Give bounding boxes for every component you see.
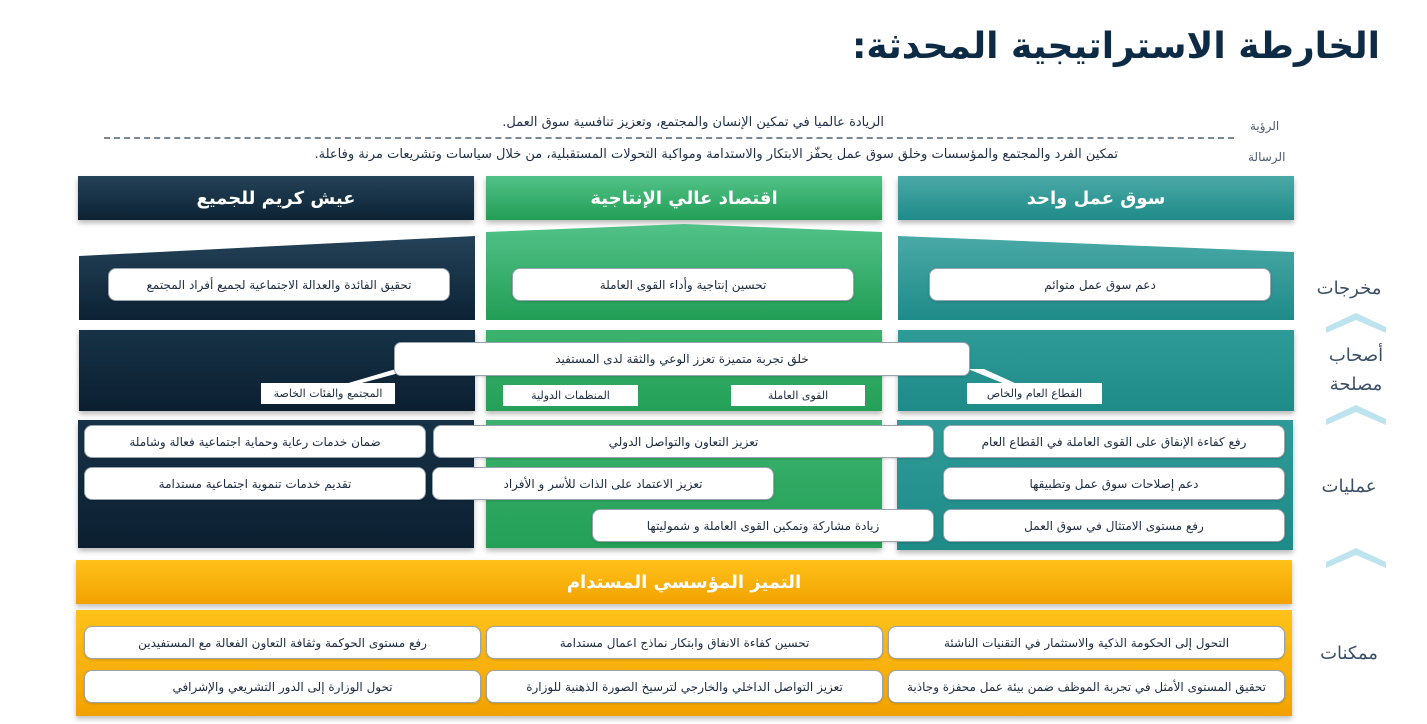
vision-text: الريادة عالميا في تمكين الإنسان والمجتمع، وتعزيز تنافسية سوق العمل. (502, 115, 884, 130)
operation-productive-economy-1: تعزيز التعاون والتواصل الدولي (433, 425, 934, 458)
output-productive-economy: تحسين إنتاجية وأداء القوى العاملة (512, 268, 854, 301)
chevron-up-icon (1326, 311, 1386, 333)
vision-label: الرؤية (1250, 119, 1280, 133)
pillar-header-decent-living: عيش كريم للجميع (78, 176, 474, 220)
operation-labor-market-1: رفع كفاءة الإنفاق على القوى العاملة في القطاع العام (943, 425, 1285, 458)
row-label-enablers: ممكنات (1320, 643, 1378, 664)
row-label-stakeholders: أصحاب مصلحة (1328, 345, 1384, 395)
chevron-up-icon (1326, 403, 1386, 425)
output-decent-living: تحقيق الفائدة والعدالة الاجتماعية لجميع أفراد المجتمع (108, 268, 450, 301)
row-label-outputs: مخرجات (1316, 278, 1382, 299)
enabler-4: تحقيق المستوى الأمثل في تجربة الموظف ضمن بيئة عمل محفزة وجاذبة (888, 670, 1285, 703)
vision-mission-divider (104, 137, 1234, 139)
mission-label: الرسالة (1248, 150, 1286, 164)
stakeholder-tag-community: المجتمع والفئات الخاصة (261, 383, 395, 404)
pillar-header-productive-economy: اقتصاد عالي الإنتاجية (486, 176, 882, 220)
enabler-3: رفع مستوى الحوكمة وثقافة التعاون الفعالة مع المستفيدين (84, 626, 481, 659)
page-title: الخارطة الاستراتيجية المحدثة: (852, 26, 1380, 67)
chevron-up-icon (1326, 546, 1386, 568)
operation-productive-economy-3: زيادة مشاركة وتمكين القوى العاملة و شموليتها (592, 509, 934, 542)
institutional-excellence-banner: التميز المؤسسي المستدام (76, 560, 1292, 604)
enabler-6: تحول الوزارة إلى الدور التشريعي والإشرافي (84, 670, 481, 703)
enabler-1: التحول إلى الحكومة الذكية والاستثمار في التقنيات الناشئة (888, 626, 1285, 659)
stakeholder-tag-public-private: القطاع العام والخاص (967, 383, 1102, 404)
operation-labor-market-2: دعم إصلاحات سوق عمل وتطبيقها (943, 467, 1285, 500)
pillar-header-labor-market: سوق عمل واحد (898, 176, 1294, 220)
stakeholder-central-goal: خلق تجربة متميزة تعزز الوعي والثقة لدى المستفيد (394, 342, 970, 376)
operation-decent-living-2: تقديم خدمات تنموية اجتماعية مستدامة (84, 467, 426, 500)
output-labor-market: دعم سوق عمل متوائم (929, 268, 1271, 301)
operation-labor-market-3: رفع مستوى الامتثال في سوق العمل (943, 509, 1285, 542)
stakeholder-tag-international-orgs: المنظمات الدولية (503, 385, 638, 406)
operation-decent-living-1: ضمان خدمات رعاية وحماية اجتماعية فعالة وشاملة (84, 425, 426, 458)
operation-productive-economy-2: تعزيز الاعتماد على الذات للأسر و الأفراد (432, 467, 774, 500)
row-label-operations: عمليات (1321, 476, 1377, 497)
enabler-2: تحسين كفاءة الانفاق وابتكار نماذج اعمال مستدامة (486, 626, 883, 659)
stakeholder-tag-workforce: القوى العاملة (731, 385, 865, 406)
enabler-5: تعزيز التواصل الداخلي والخارجي لترسيخ الصورة الذهنية للوزارة (486, 670, 883, 703)
mission-text: تمكين الفرد والمجتمع والمؤسسات وخلق سوق عمل يحفّز الابتكار والاستدامة ومواكبة التحولات المستقبلية، من خلال سياسات وتشريعات مرنة وفاعلة. (314, 147, 1118, 162)
